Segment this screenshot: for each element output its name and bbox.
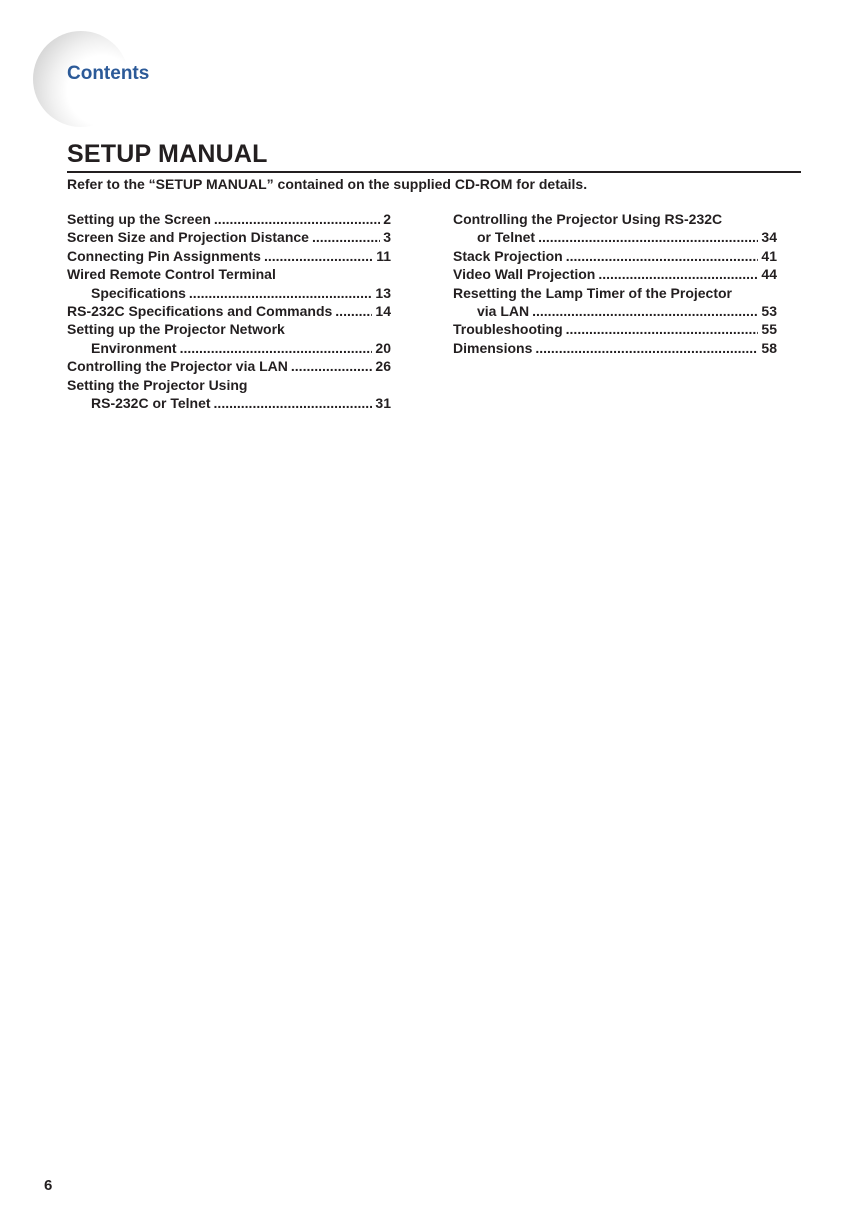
toc-entry[interactable] xyxy=(67,210,391,228)
toc-dot-leader xyxy=(535,339,758,357)
toc-entry[interactable] xyxy=(453,284,777,321)
toc-page-number: 13 xyxy=(375,284,391,301)
toc-page-number: 3 xyxy=(383,229,391,246)
toc-dot-leader xyxy=(532,302,758,320)
toc-entry-title: RS-232C or Telnet xyxy=(91,395,211,412)
toc-dot-leader xyxy=(566,247,759,265)
toc-entry[interactable] xyxy=(453,210,777,247)
toc-entry-title-line: Setting the Projector Using xyxy=(67,376,248,393)
toc-page-number: 26 xyxy=(375,358,391,375)
toc-entry[interactable] xyxy=(67,357,391,375)
toc-entry[interactable] xyxy=(67,247,391,265)
toc-entry[interactable] xyxy=(67,376,391,413)
toc-entry[interactable] xyxy=(453,247,777,265)
toc-entry-title: Dimensions xyxy=(453,339,533,356)
toc-entry-title: Screen Size and Projection Distance xyxy=(67,229,309,246)
toc-entry-title-line: Setting up the Projector Network xyxy=(67,321,285,338)
toc-page-number: 2 xyxy=(383,211,391,227)
toc-page-number: 55 xyxy=(761,321,777,338)
toc-entry-title: via LAN xyxy=(477,303,530,320)
manual-subtitle: Refer to the “SETUP MANUAL” contained on the supplied CD-ROM for details. xyxy=(67,176,588,192)
title-divider xyxy=(67,171,801,173)
section-tab-label: Contents xyxy=(67,63,150,84)
toc-entry-title: Setting up the Screen xyxy=(67,211,211,227)
toc-dot-leader xyxy=(214,210,380,228)
toc-entry-title: or Telnet xyxy=(477,229,536,246)
toc-entry-title: Controlling the Projector via LAN xyxy=(67,358,288,375)
toc-dot-leader xyxy=(180,339,373,357)
toc-page-number: 41 xyxy=(761,247,777,264)
toc-dot-leader xyxy=(566,320,759,338)
toc-page-number: 20 xyxy=(375,339,391,356)
toc-right-column xyxy=(453,210,777,357)
toc-entry-title-line: Wired Remote Control Terminal xyxy=(67,266,276,283)
toc-dot-leader xyxy=(189,284,373,302)
toc-entry-title: Troubleshooting xyxy=(453,321,563,338)
toc-entry[interactable] xyxy=(453,320,777,338)
toc-entry-title: Specifications xyxy=(91,284,186,301)
toc-entry[interactable] xyxy=(67,265,391,302)
toc-page-number: 58 xyxy=(761,339,777,356)
manual-title: SETUP MANUAL xyxy=(67,140,268,168)
toc-page-number: 14 xyxy=(375,303,391,320)
toc-dot-leader xyxy=(264,247,373,265)
toc-dot-leader xyxy=(538,228,758,246)
toc-entry[interactable] xyxy=(67,302,391,320)
toc-page-number: 31 xyxy=(375,395,391,412)
toc-dot-leader xyxy=(291,357,373,375)
toc-entry[interactable] xyxy=(67,320,391,357)
toc-page-number: 11 xyxy=(376,247,391,264)
toc-entry-title: Video Wall Projection xyxy=(453,266,596,283)
toc-entry-title: Connecting Pin Assignments xyxy=(67,247,261,264)
toc-dot-leader xyxy=(598,265,758,283)
toc-entry-title: Environment xyxy=(91,339,177,356)
toc-entry-title: Stack Projection xyxy=(453,247,563,264)
toc-page-number: 34 xyxy=(761,229,777,246)
toc-dot-leader xyxy=(214,394,373,412)
toc-dot-leader xyxy=(312,228,380,246)
toc-entry-title: RS-232C Specifications and Commands xyxy=(67,303,333,320)
toc-page-number: 44 xyxy=(761,266,777,283)
toc-dot-leader xyxy=(335,302,372,320)
toc-entry[interactable] xyxy=(453,265,777,283)
toc-entry[interactable] xyxy=(67,228,391,246)
toc-entry[interactable] xyxy=(453,339,777,357)
toc-page-number: 53 xyxy=(761,303,777,320)
toc-entry-title-line: Resetting the Lamp Timer of the Projector xyxy=(453,284,733,301)
toc-left-column xyxy=(67,210,391,412)
toc-entry-title-line: Controlling the Projector Using RS-232C xyxy=(453,211,723,227)
page-number: 6 xyxy=(44,1177,53,1194)
